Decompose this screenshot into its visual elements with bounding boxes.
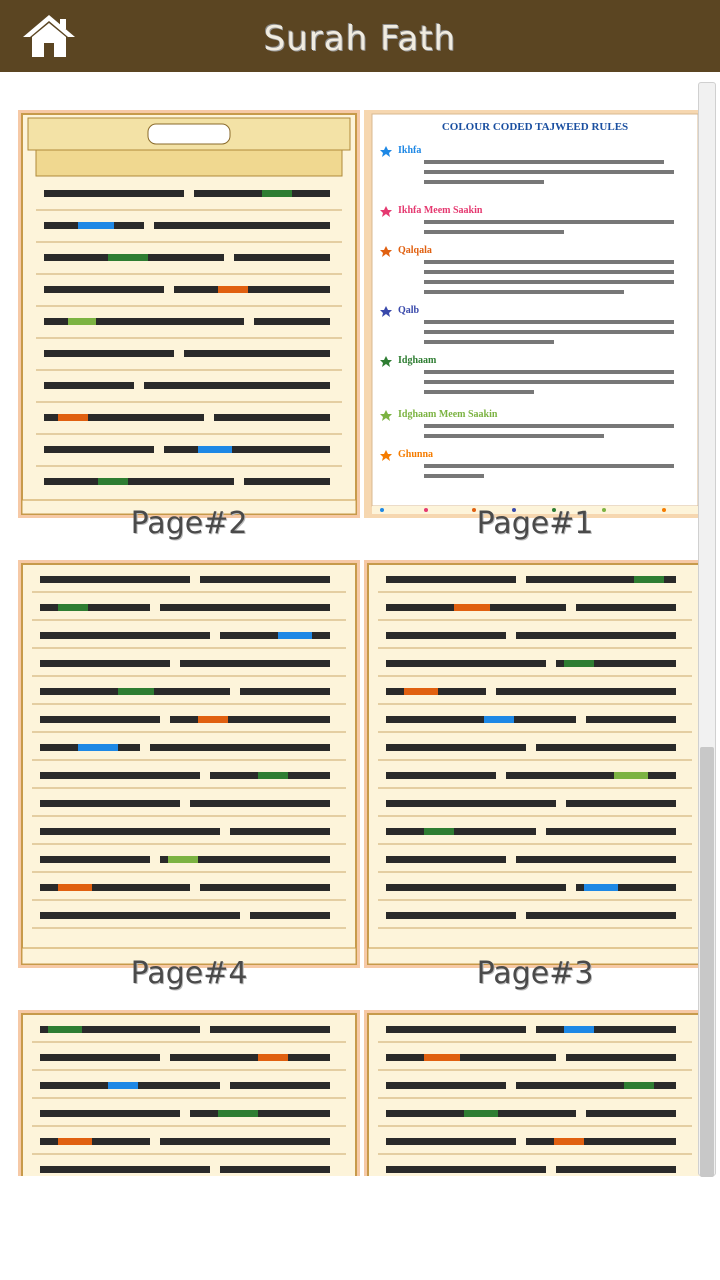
page-label-2: Page#2 [130,506,248,541]
rule-name-qalqala: Qalqala [398,245,432,256]
quran-page-2-image [18,110,360,518]
page-thumbnail-5[interactable] [364,1010,706,1176]
page-label-3: Page#3 [476,956,594,991]
scrollbar-thumb[interactable] [700,747,714,1177]
tajweed-rules-page-image [364,110,706,518]
page-thumbnail-4[interactable] [18,560,360,968]
rule-name-ikhfa-meem-saakin: Ikhfa Meem Saakin [398,205,483,216]
rule-name-idghaam: Idghaam [398,355,437,366]
page-thumbnail-3[interactable] [364,560,706,968]
rule-name-ghunna: Ghunna [398,449,434,460]
pages-grid [0,100,720,1176]
quran-page-4-image [18,560,360,968]
rule-name-ikhfa: Ikhfa [398,145,422,156]
page-thumbnail-1[interactable] [364,110,706,518]
page-label-1: Page#1 [476,506,594,541]
page-thumbnail-2[interactable] [18,110,360,518]
quran-page-6-image [18,1010,360,1176]
quran-page-5-image [364,1010,706,1176]
vertical-scrollbar[interactable] [698,82,716,1176]
rule-name-qalb: Qalb [398,305,420,316]
page-title: Surah Fath [263,19,457,59]
tajweed-rules-heading: COLOUR CODED TAJWEED RULES [441,121,629,133]
home-button[interactable] [20,12,78,60]
quran-page-3-image [364,560,706,968]
home-icon [20,12,78,60]
rule-name-idghaam-meem-saakin: Idghaam Meem Saakin [398,409,498,420]
app-header [0,0,720,72]
page-thumbnail-6[interactable] [18,1010,360,1176]
page-label-4: Page#4 [130,956,248,991]
